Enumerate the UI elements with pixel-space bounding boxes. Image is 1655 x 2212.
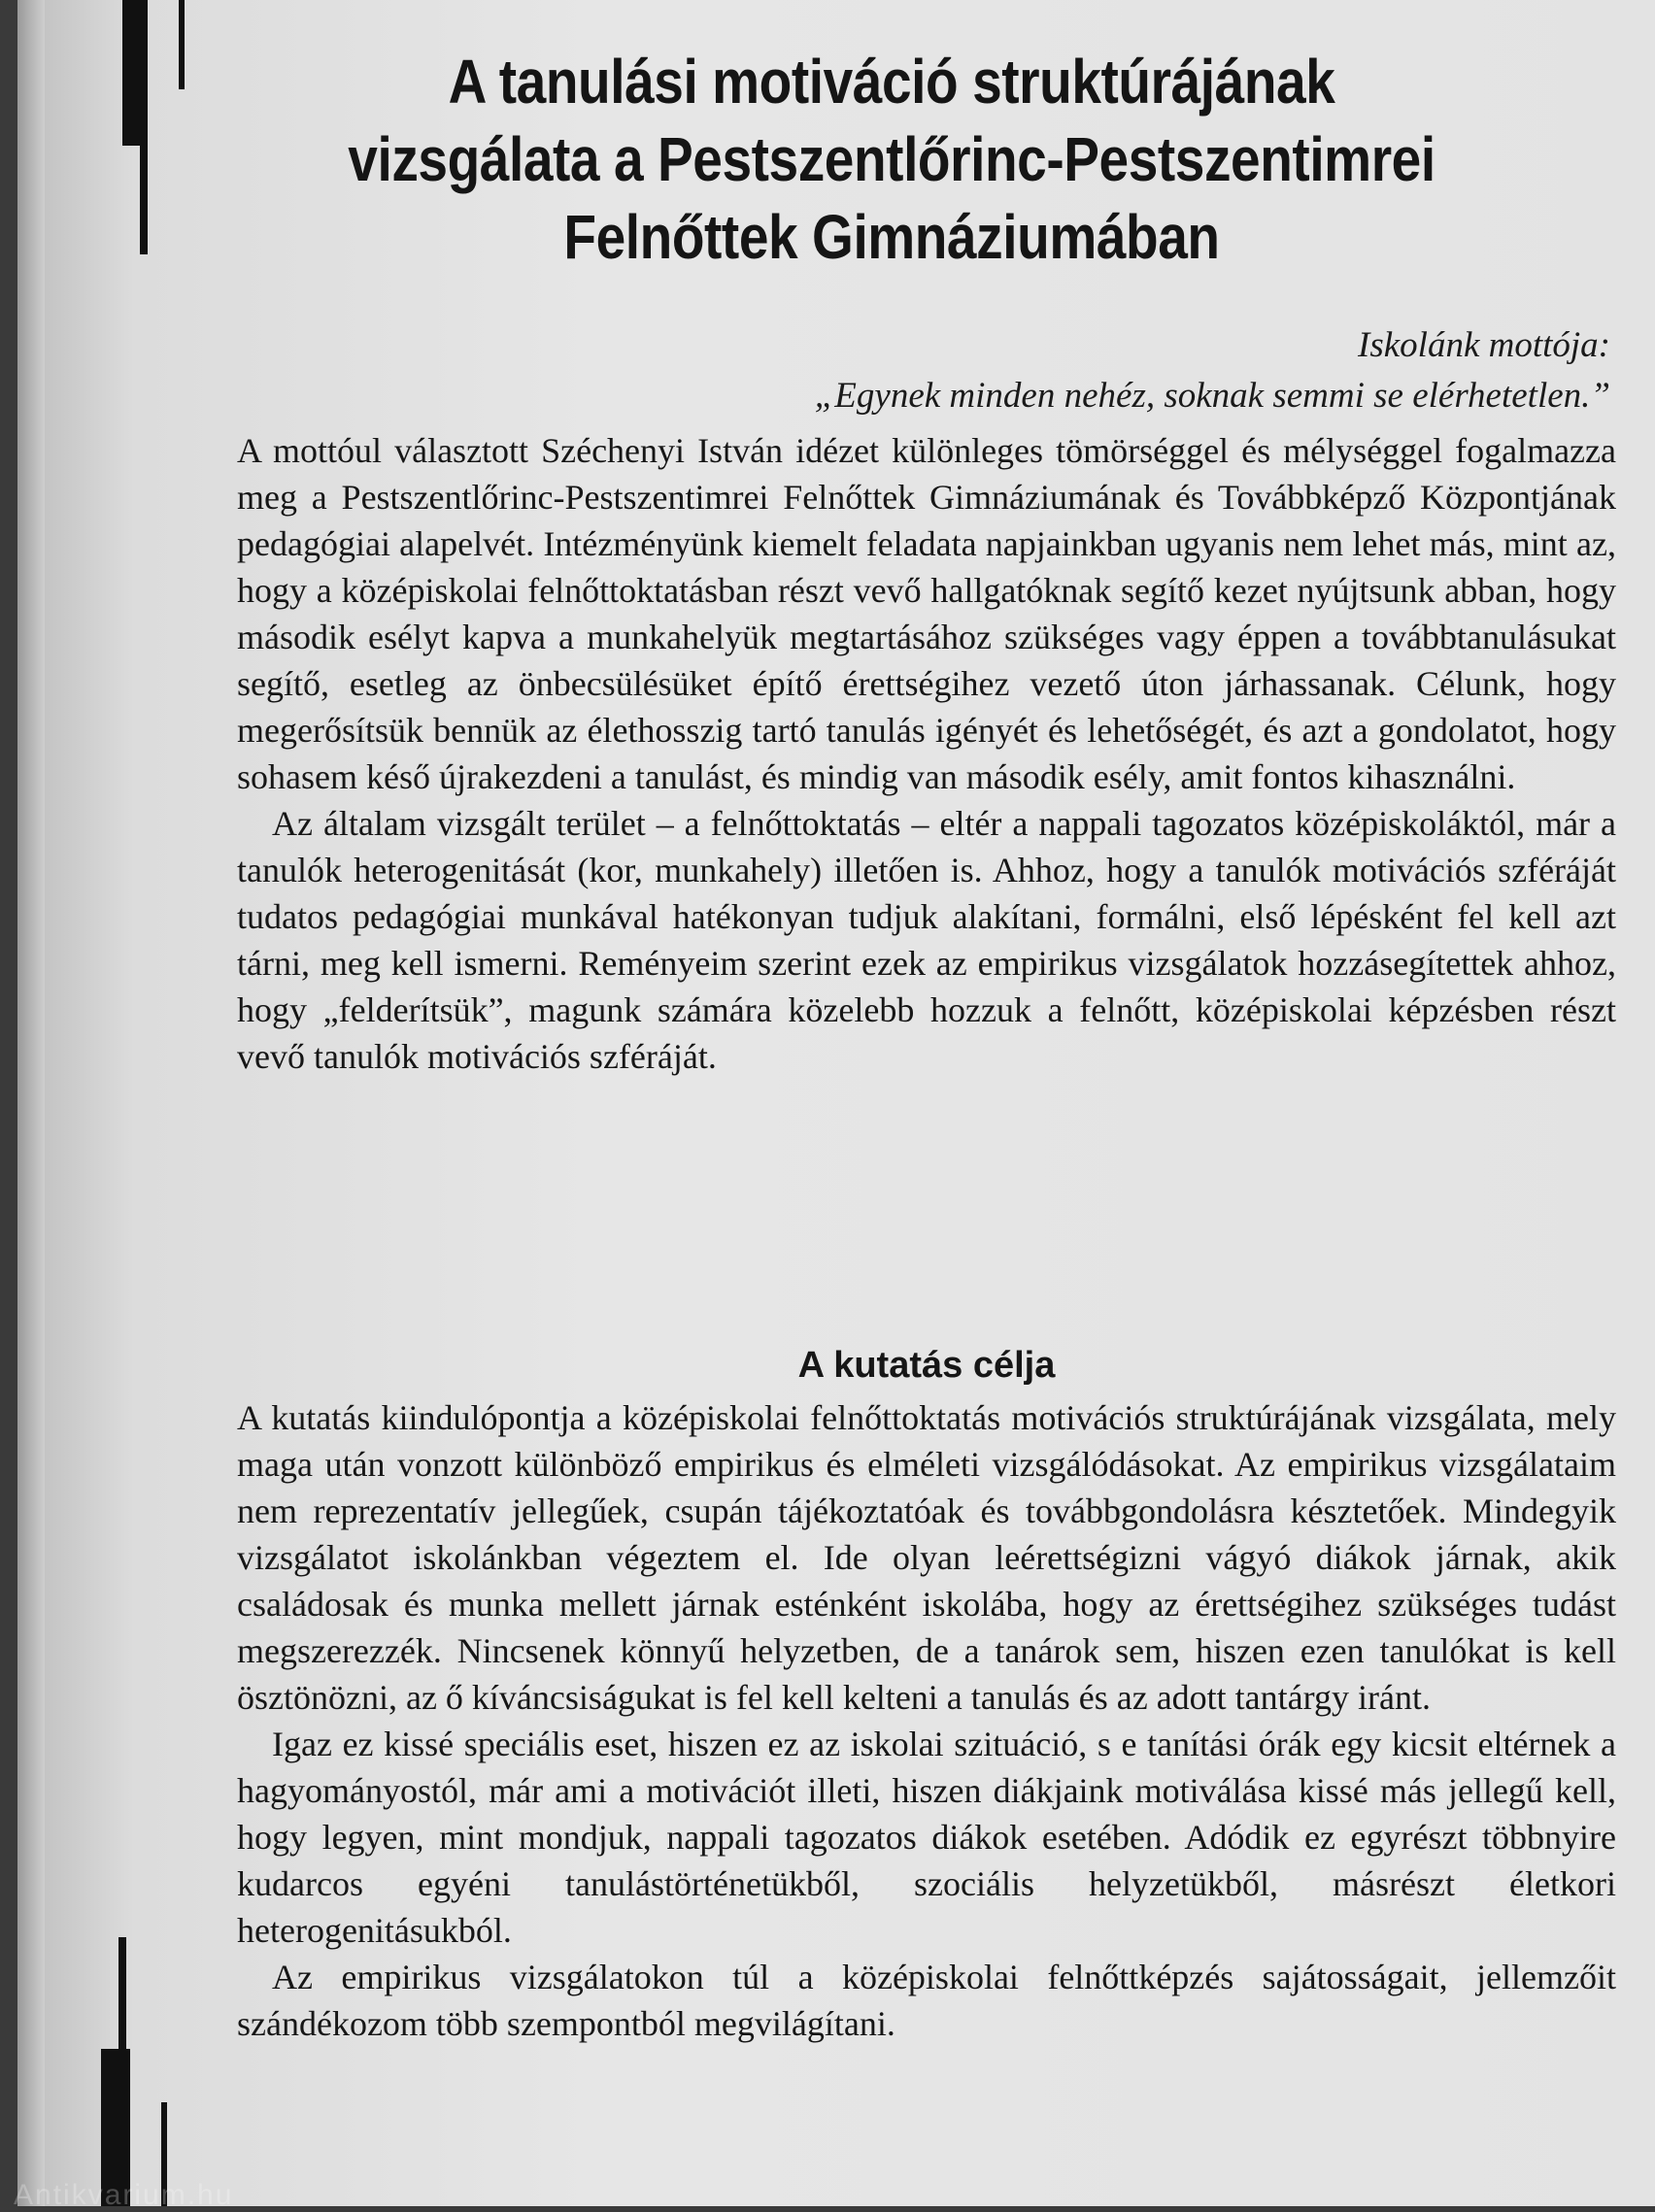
motto — [445, 320, 1610, 421]
motto-quote: „Egynek minden nehéz, soknak semmi se elérhetetlen.” — [814, 376, 1610, 416]
watermark: Antikvarium.hu — [14, 2179, 234, 2211]
title-line: Felnőttek Gimnáziumában — [563, 202, 1220, 272]
page-title — [307, 43, 1476, 276]
paragraph: Az empirikus vizsgálatokon túl a középiskolai felnőttképzés sajátosságait, jellemzőit szándékozom több szempontból megvilágítani. — [237, 1958, 1616, 2043]
motto-label: Iskolánk mottója: — [1358, 325, 1610, 365]
decorative-bar — [140, 146, 148, 254]
decorative-bar — [179, 0, 185, 89]
paragraph: Igaz ez kissé speciális eset, hiszen ez az iskolai szituáció, s e tanítási órák egy kicsit eltérnek a hagyományostól, már ami a motivációt illeti, hiszen diákjaink motiválása kissé más jellegű kell, hogy legyen, mint mondjuk, nappali tagozatos diákok esetében. Adódik ez egyrészt többnyire kudarcos egyéni tanulástörténetükből, szociális helyzetükből, másrészt életkori heterogenitásukból. — [237, 1725, 1616, 1950]
page-edge — [17, 0, 45, 2206]
paragraph: A kutatás kiindulópontja a középiskolai felnőttoktatás motivációs struktúrájának vizsgálata, mely maga után vonzott különböző empirikus és elméleti vizsgálódásokat. Az empirikus vizsgálataim nem reprezentatív jellegűek, csupán tájékoztatóak és továbbgondolásra késztetőek. Mindegyik vizsgálatot iskolánkban végeztem el. Ide olyan leérettségizni vágyó diákok járnak, akik családosak és munka mellett járnak esténként iskolába, hogy az érettségihez szükséges tudást megszerezzék. Nincsenek könnyű helyzetben, de a tanárok sem, hiszen ezen tanulókat is kell ösztönözni, az ő kíváncsiságukat is fel kell kelteni a tanulás és az adott tantárgy iránt. — [237, 1398, 1616, 1717]
title-line: A tanulási motiváció struktúrájának — [448, 47, 1335, 117]
document-page — [17, 0, 1655, 2206]
title-line: vizsgálata a Pestszentlőrinc-Pestszentimrei — [348, 124, 1435, 194]
intro-section — [237, 427, 1616, 1080]
paragraph: A mottóul választott Széchenyi István idézet különleges tömörséggel és mélységgel fogalmazza meg a Pestszentlőrinc-Pestszentimrei Felnőttek Gimnáziumának és Továbbképző Központjának pedagógiai alapelvét. Intézményünk kiemelt feladata napjainkban ugyanis nem lehet más, mint az, hogy a középiskolai felnőttoktatásban részt vevő hallgatóknak segítő kezet nyújtsunk abban, hogy második esélyt kapva a munkahelyük megtartásához szükséges vagy éppen a továbbtanulásukat segítő, esetleg az önbecsülésüket építő érettségihez vezető úton járhassanak. Célunk, hogy megerősítsük bennük az élethosszig tartó tanulás igényét és lehetőségét, és azt a gondolatot, hogy sohasem késő újrakezdeni a tanulást, és mindig van második esély, amit fontos kihasználni. — [237, 431, 1616, 796]
section-heading: A kutatás célja — [797, 1345, 1056, 1386]
decorative-bar — [122, 0, 148, 146]
research-goal-section — [237, 1394, 1616, 2047]
paragraph: Az általam vizsgált terület – a felnőttoktatás – eltér a nappali tagozatos középiskoláktól, már a tanulók heterogenitását (kor, munkahely) illetően is. Ahhoz, hogy a tanulók motivációs szféráját tudatos pedagógiai munkával hatékonyan tudjuk alakítani, formálni, első lépésként fel kell azt tárni, meg kell ismerni. Reményeim szerint ezek az empirikus vizsgálatok hozzásegítettek ahhoz, hogy „felderítsük”, magunk számára közelebb hozzuk a felnőtt, középiskolai képzésben részt vevő tanulók motivációs szféráját. — [237, 804, 1616, 1076]
